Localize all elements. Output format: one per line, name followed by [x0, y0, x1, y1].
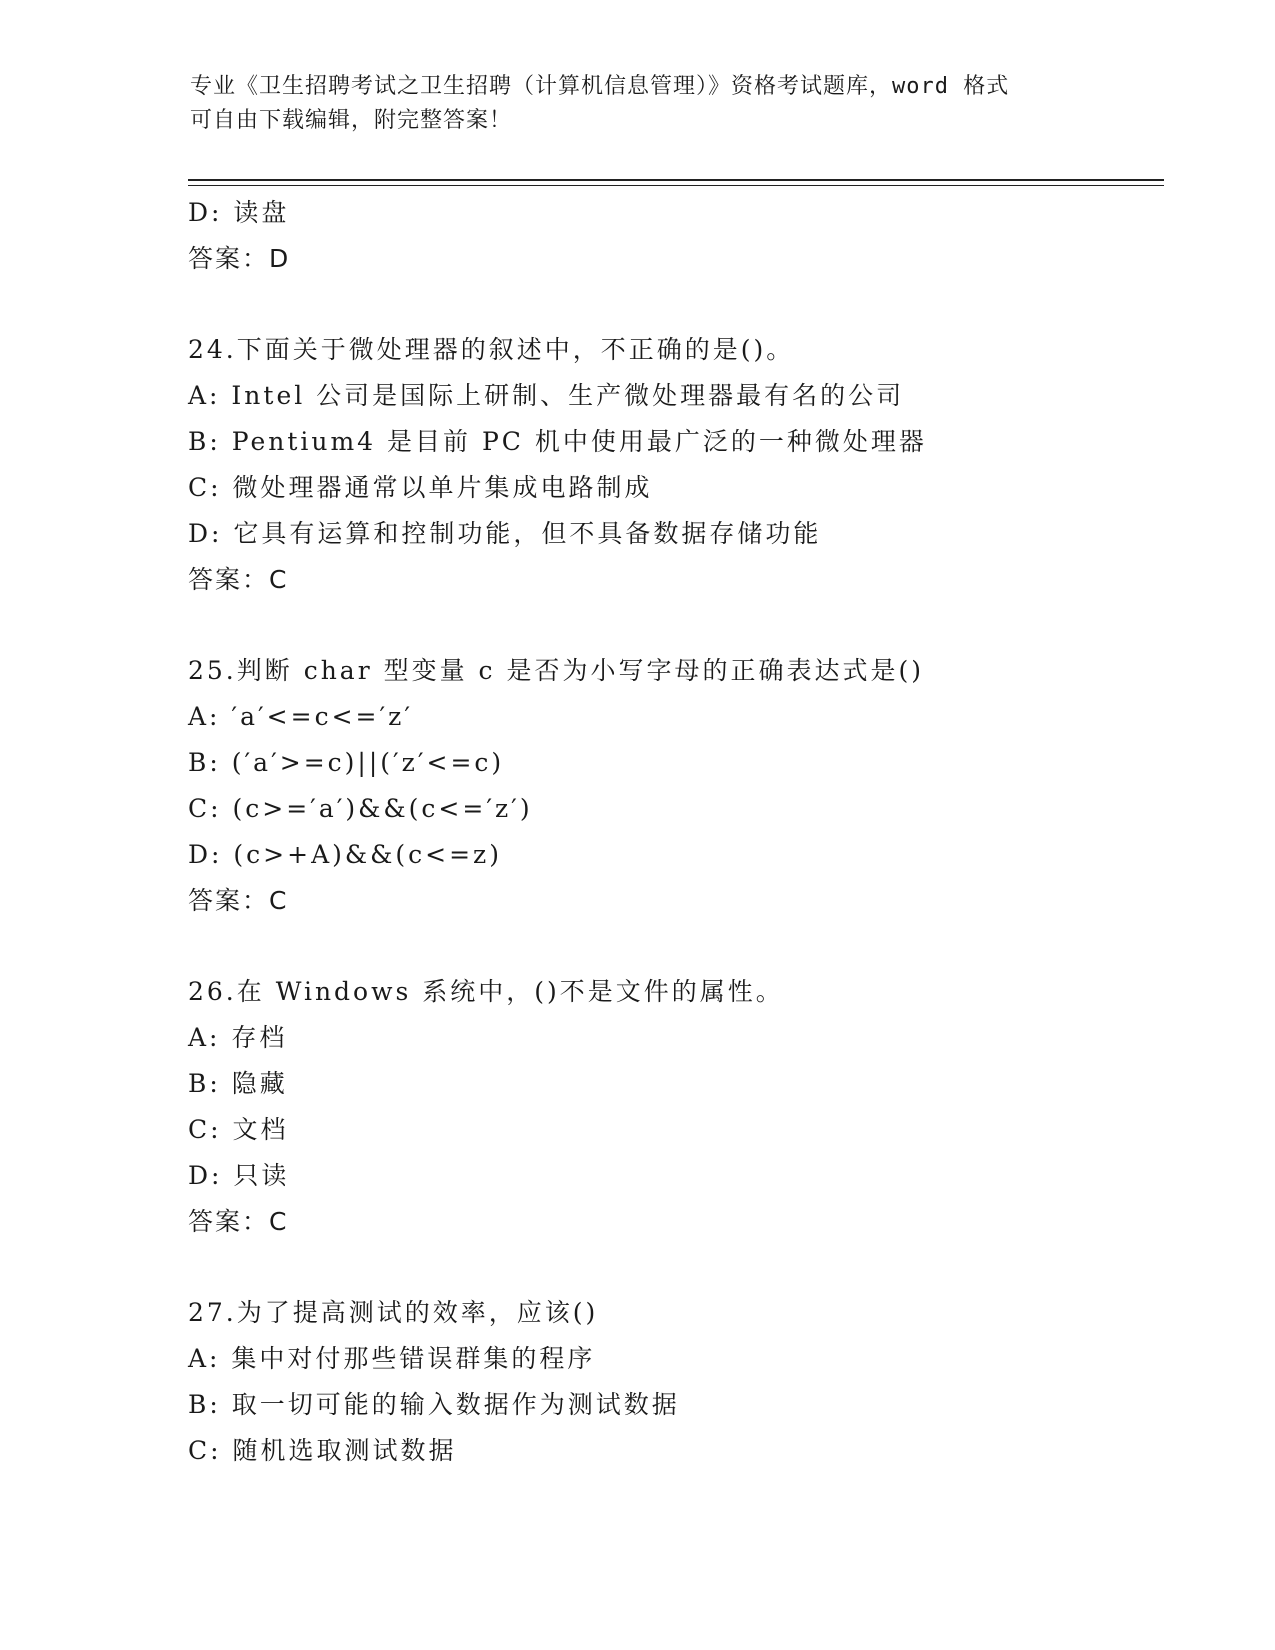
- question-27: [188, 1290, 1168, 1474]
- answer-label: 答案：C: [188, 1207, 289, 1236]
- question-stem: 26.在 Windows 系统中，()不是文件的属性。: [188, 977, 784, 1006]
- option-c: C: 随机选取测试数据: [188, 1436, 457, 1465]
- answer-label: 答案：D: [188, 244, 291, 273]
- option-b: B: 取一切可能的输入数据作为测试数据: [188, 1390, 680, 1419]
- option-c: C: 微处理器通常以单片集成电路制成: [188, 473, 653, 502]
- answer-label: 答案：C: [188, 886, 289, 915]
- option-c: C: 文档: [188, 1115, 289, 1144]
- previous-question-tail: [188, 190, 1168, 282]
- option-c: C: (c>=′a′)&&(c<=′z′): [188, 794, 533, 823]
- question-stem: 25.判断 char 型变量 c 是否为小写字母的正确表达式是(): [188, 656, 925, 685]
- question-stem: 24.下面关于微处理器的叙述中，不正确的是()。: [188, 335, 795, 364]
- question-25: [188, 648, 1168, 924]
- header-line-2: 可自由下载编辑，附完整答案！: [190, 108, 513, 133]
- option-d: D: 只读: [188, 1161, 290, 1190]
- option-b: B: 隐藏: [188, 1069, 288, 1098]
- answer-label: 答案：C: [188, 565, 289, 594]
- option-d: D: (c>+A)&&(c<=z): [188, 840, 502, 869]
- option-b: B: (′a′>=c)||(′z′<=c): [188, 748, 505, 777]
- page-header: [190, 70, 1090, 138]
- option-b: B: Pentium4 是目前 PC 机中使用最广泛的一种微处理器: [188, 427, 927, 456]
- option-a: A: Intel 公司是国际上研制、生产微处理器最有名的公司: [188, 381, 905, 410]
- question-26: [188, 969, 1168, 1245]
- question-list: [188, 190, 1168, 1474]
- option-a: A: ′a′<=c<=′z′: [188, 702, 413, 731]
- option-a: A: 存档: [188, 1023, 288, 1052]
- question-24: [188, 327, 1168, 603]
- header-line-1: 专业《卫生招聘考试之卫生招聘（计算机信息管理）》资格考试题库，word 格式: [190, 74, 1010, 99]
- option-d: D: 它具有运算和控制功能，但不具备数据存储功能: [188, 519, 822, 548]
- option-a: A: 集中对付那些错误群集的程序: [188, 1344, 596, 1373]
- option-d: D: 读盘: [188, 198, 290, 227]
- header-divider: [188, 179, 1164, 186]
- question-stem: 27.为了提高测试的效率，应该(): [188, 1298, 599, 1327]
